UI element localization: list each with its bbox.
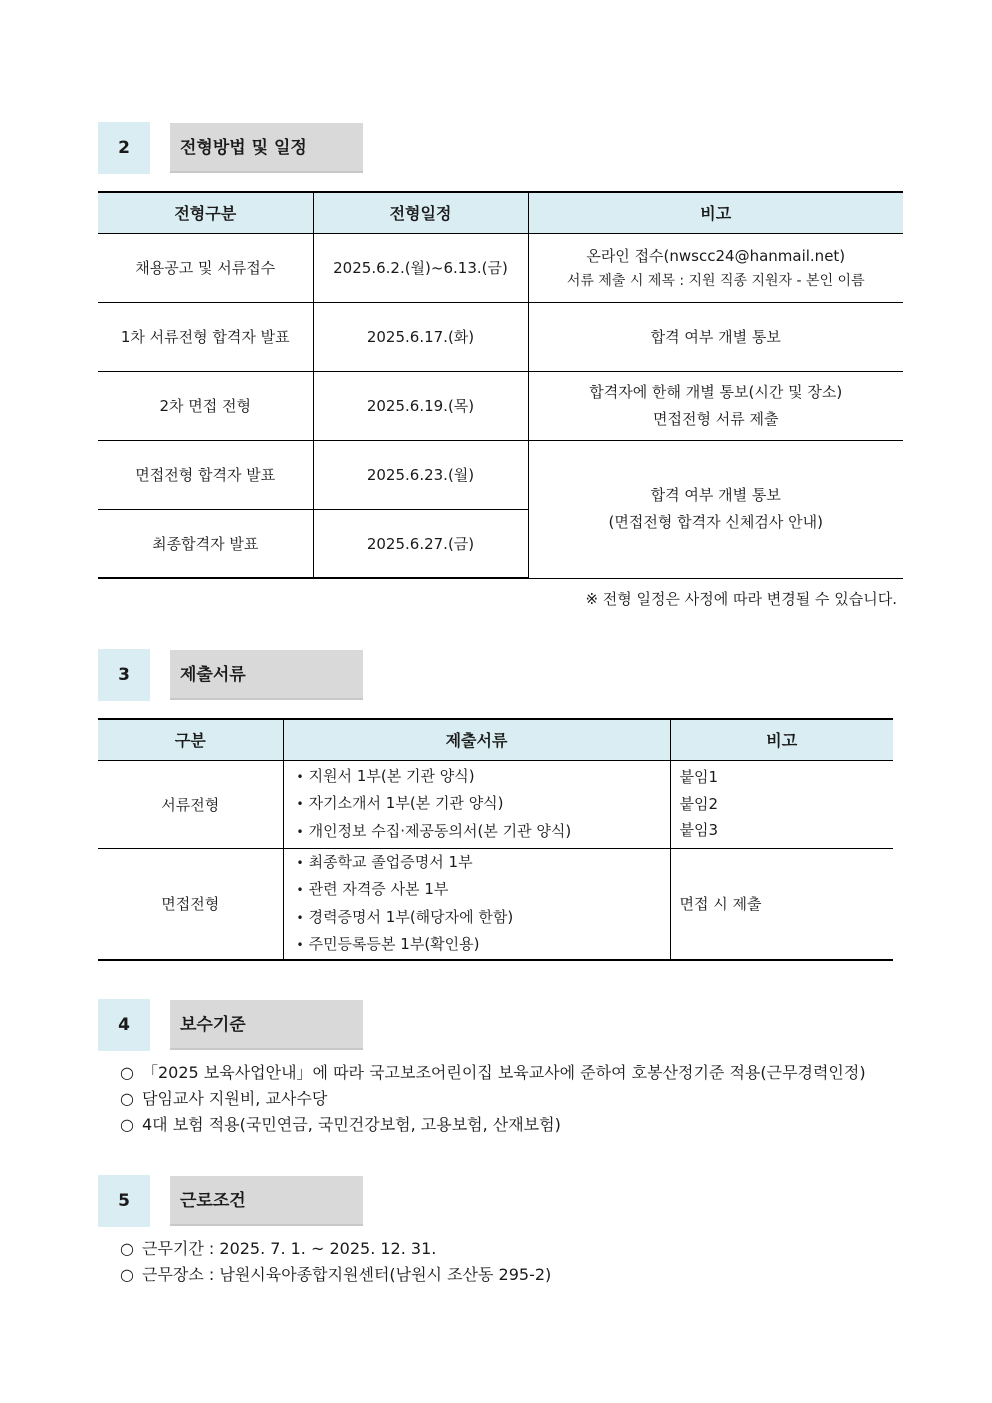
- attachment-label: 붙임2: [679, 794, 719, 813]
- note-cell: [670, 760, 893, 848]
- schedule-footnote: ※ 전형 일정은 사정에 따라 변경될 수 있습니다.: [585, 590, 897, 608]
- document-item: • 최종학교 졸업증명서 1부: [297, 849, 670, 877]
- list-item-text: 담임교사 지원비, 교사수당: [142, 1089, 328, 1108]
- note-cell: 면접 시 제출: [670, 848, 893, 960]
- column-header: 전형구분: [98, 192, 313, 233]
- table-row: [98, 760, 893, 848]
- column-header: 전형일정: [313, 192, 528, 233]
- category-cell: 면접전형 합격자 발표: [98, 440, 313, 509]
- category-cell: 서류전형: [98, 760, 283, 848]
- document-item: • 관련 자격증 사본 1부: [297, 876, 670, 904]
- category-cell: 1차 서류전형 합격자 발표: [98, 302, 313, 371]
- date-cell: 2025.6.19.(목): [313, 371, 528, 440]
- table-row: [98, 848, 893, 960]
- document-item: • 지원서 1부(본 기관 양식): [297, 763, 670, 791]
- attachment-label: 붙임3: [679, 821, 719, 840]
- section-number: 3: [98, 649, 150, 701]
- table-row: [98, 302, 903, 371]
- note-line: (면접전형 합격자 신체검사 안내): [608, 513, 823, 531]
- bullet-icon: ○: [120, 1239, 134, 1258]
- list-item: [120, 1086, 866, 1112]
- list-item: [120, 1112, 866, 1138]
- list-item-text: 근무기간 : 2025. 7. 1. ~ 2025. 12. 31.: [142, 1239, 437, 1258]
- documents-cell: [283, 760, 670, 848]
- salary-list: [120, 1060, 866, 1138]
- category-cell: 채용공고 및 서류접수: [98, 233, 313, 302]
- note-cell: 합격 여부 개별 통보: [528, 302, 903, 371]
- list-item-text: 근무장소 : 남원시육아종합지원센터(남원시 조산동 295-2): [142, 1265, 552, 1284]
- date-cell: 2025.6.2.(월)~6.13.(금): [313, 233, 528, 302]
- column-header: 비고: [528, 192, 903, 233]
- list-item-text: 「2025 보육사업안내」에 따라 국고보조어린이집 보육교사에 준하여 호봉산정기준 적용(근무경력인정): [142, 1063, 866, 1082]
- attachment-label: 붙임1: [679, 768, 719, 787]
- column-header: 제출서류: [283, 719, 670, 760]
- note-line: 합격자에 한해 개별 통보(시간 및 장소): [589, 382, 843, 401]
- list-item: [120, 1262, 551, 1288]
- note-line: 합격 여부 개별 통보: [650, 486, 781, 504]
- date-cell: 2025.6.23.(월): [313, 440, 528, 509]
- note-line: 온라인 접수(nwscc24@hanmail.net): [586, 246, 846, 265]
- section-number: 4: [98, 999, 150, 1051]
- note-line: 서류 제출 시 제목 : 지원 직종 지원자 - 본인 이름: [566, 272, 865, 289]
- documents-cell: [283, 848, 670, 960]
- conditions-list: [120, 1236, 551, 1288]
- note-cell: [528, 371, 903, 440]
- section-number: 5: [98, 1175, 150, 1227]
- section-title: 전형방법 및 일정: [170, 123, 363, 173]
- document-item: • 자기소개서 1부(본 기관 양식): [297, 790, 670, 818]
- column-header: 구분: [98, 719, 283, 760]
- table-row: [98, 371, 903, 440]
- document-item: • 경력증명서 1부(해당자에 한함): [297, 904, 670, 932]
- note-line: 면접전형 서류 제출: [653, 409, 779, 428]
- list-item: [120, 1236, 551, 1262]
- document-item: • 주민등록등본 1부(확인용): [297, 931, 670, 959]
- section-title: 보수기준: [170, 1000, 363, 1050]
- bullet-icon: ○: [120, 1115, 134, 1134]
- table-row: [98, 233, 903, 302]
- note-cell: [528, 233, 903, 302]
- section-title: 근로조건: [170, 1176, 363, 1226]
- category-cell: 최종합격자 발표: [98, 509, 313, 578]
- category-cell: 2차 면접 전형: [98, 371, 313, 440]
- list-item: [120, 1060, 866, 1086]
- date-cell: 2025.6.27.(금): [313, 509, 528, 578]
- note-cell: [528, 440, 903, 578]
- bullet-icon: ○: [120, 1089, 134, 1108]
- documents-table: [98, 718, 893, 961]
- schedule-table: [98, 191, 903, 579]
- table-row: [98, 440, 903, 509]
- bullet-icon: ○: [120, 1063, 134, 1082]
- section-title: 제출서류: [170, 650, 363, 700]
- document-item: • 개인정보 수집·제공동의서(본 기관 양식): [297, 818, 670, 846]
- category-cell: 면접전형: [98, 848, 283, 960]
- column-header: 비고: [670, 719, 893, 760]
- bullet-icon: ○: [120, 1265, 134, 1284]
- date-cell: 2025.6.17.(화): [313, 302, 528, 371]
- list-item-text: 4대 보험 적용(국민연금, 국민건강보험, 고용보험, 산재보험): [142, 1115, 561, 1134]
- section-number: 2: [98, 122, 150, 174]
